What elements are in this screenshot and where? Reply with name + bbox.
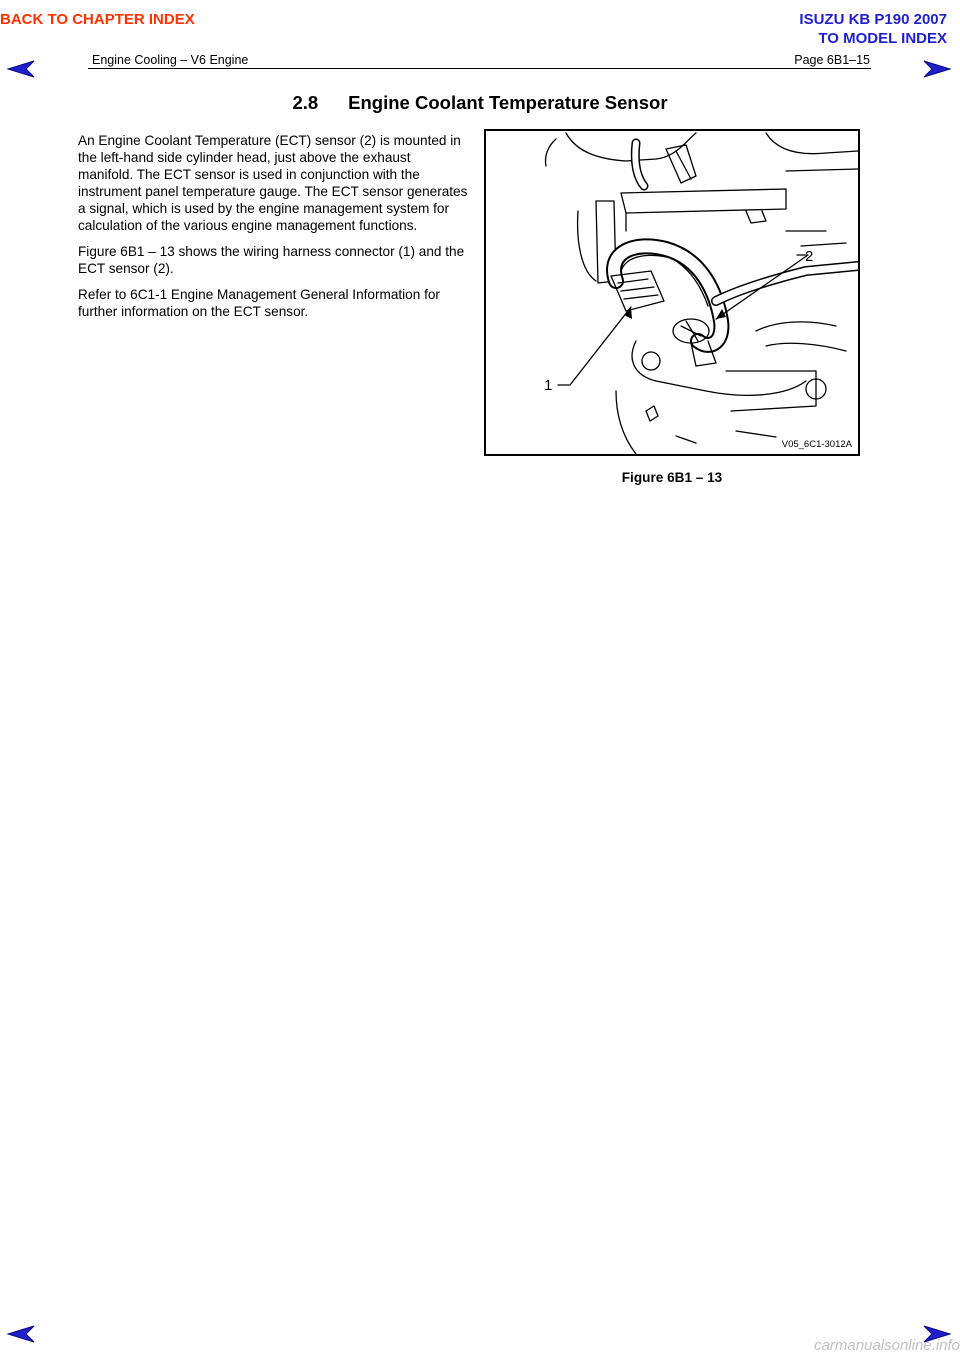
figure-code: V05_6C1-3012A [781,439,852,450]
figure-caption: Figure 6B1 – 13 [621,470,723,485]
to-model-index-link[interactable]: TO MODEL INDEX [818,30,947,47]
paragraph: An Engine Coolant Temperature (ECT) sensor (2) is mounted in the left-hand side cylinder head, just above the exhaust manifold. The ECT sensor is used in conjunction with the instrument panel temperature gauge. The ECT sensor generates a signal, which is used by the engine management system for calculation of the various engine management functions. [78,133,468,233]
figure-illustration [484,129,860,456]
section-heading [0,92,960,114]
callout-2: 2 [805,248,814,265]
engine-line-drawing [486,131,858,454]
watermark-text: carmanualsonline.info [814,1337,960,1354]
section-number: 2.8 [292,92,319,113]
body-text [78,132,468,329]
running-header-title: Engine Cooling – V6 Engine [92,53,249,67]
page-number: Page 6B1–15 [794,53,870,67]
callout-1: 1 [544,377,553,394]
back-to-chapter-index-link[interactable]: BACK TO CHAPTER INDEX [0,11,195,28]
paragraph: Refer to 6C1-1 Engine Management General Information for further information on the ECT sensor. [78,287,440,319]
model-title-link[interactable]: ISUZU KB P190 2007 [799,11,947,28]
section-title: Engine Coolant Temperature Sensor [348,92,668,113]
bottom-previous-page-arrow-icon[interactable] [6,1325,36,1343]
paragraph: Figure 6B1 – 13 shows the wiring harness connector (1) and the ECT sensor (2). [78,244,465,276]
next-page-arrow-icon[interactable] [922,60,952,78]
header-rule [88,68,871,69]
previous-page-arrow-icon[interactable] [6,60,36,78]
